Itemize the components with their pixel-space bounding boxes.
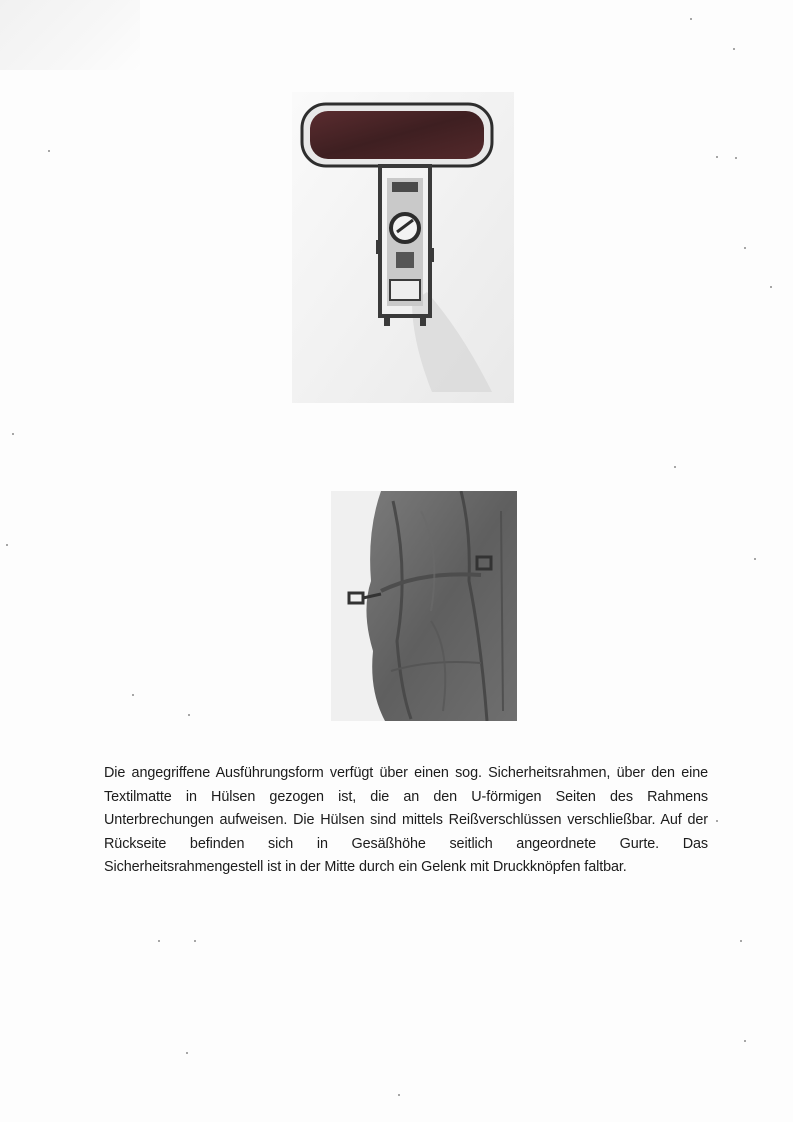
scan-speck: [744, 247, 746, 249]
scan-speck: [716, 820, 718, 822]
figure-top: [292, 92, 514, 403]
scan-speck: [740, 940, 742, 942]
scan-speck: [48, 150, 50, 152]
scan-speck: [770, 286, 772, 288]
scan-speck: [188, 714, 190, 716]
scan-smudge: [0, 0, 140, 70]
scan-speck: [132, 694, 134, 696]
scan-speck: [6, 544, 8, 546]
scan-speck: [744, 1040, 746, 1042]
scan-speck: [754, 558, 756, 560]
scan-speck: [398, 1094, 400, 1096]
textile-mat-photo: [331, 491, 517, 721]
scan-speck: [12, 433, 14, 435]
safety-frame-photo: [292, 92, 514, 403]
scan-speck: [690, 18, 692, 20]
scan-speck: [158, 940, 160, 942]
body-paragraph: Die angegriffene Ausführungsform verfügt über einen sog. Sicherheitsrahmen, über den eine Textilmatte in Hülsen gezogen ist, die an den U-förmigen Seiten des Rahmens Unterbrechungen aufweisen. Die Hülsen sind mittels Reißverschlüssen verschließbar. Auf der Rückseite befinden sich in Gesäßhöhe seitlich angeordnete Gurte. Das Sicherheitsrahmengestell ist in der Mitte durch ein Gelenk mit Druckknöpfen faltbar.: [104, 765, 708, 875]
scan-speck: [716, 156, 718, 158]
scan-speck: [186, 1052, 188, 1054]
figure-bottom: [331, 491, 517, 721]
scan-speck: [733, 48, 735, 50]
scan-speck: [735, 157, 737, 159]
scan-speck: [674, 466, 676, 468]
scan-speck: [194, 940, 196, 942]
